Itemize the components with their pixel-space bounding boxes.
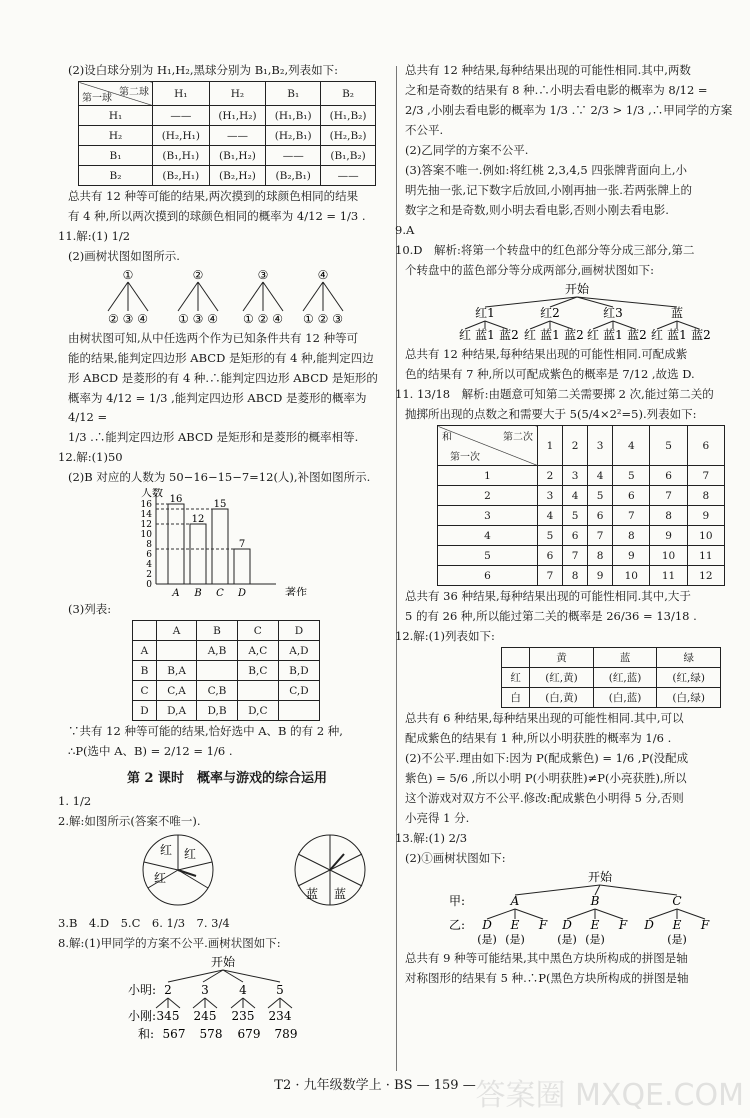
x-axis-label: 著作 [285,586,307,596]
tree-node: 235 [231,1009,255,1023]
table-cell: (红,蓝) [593,668,657,688]
table-cell: 2 [538,466,563,486]
table-cell [197,661,238,681]
table-row [438,566,725,586]
tree-leaves: ① ③ ④ [178,312,218,325]
table-cell: (B₂,B₁) [266,166,321,186]
table-cell: B₂ [79,166,153,186]
table-cell: 白 [502,688,530,708]
sector-label: 蓝 [306,887,319,901]
tree-node: 234 [268,1009,292,1023]
y-tick-label: 8 [146,540,152,550]
text-line: (2)不公平.理由如下:因为 P(配成紫色) = 1/6 ,P(没配成 [405,751,689,765]
table-cell [237,681,278,701]
row-label: 和: [138,1027,155,1041]
table-row [438,526,725,546]
text-line: 能的结果,能判定四边形 ABCD 是矩形的有 4 种,能判定四边 [68,351,374,365]
corner-top: 第二球 [119,87,149,98]
text-line: (2)画树状图如图所示. [68,249,180,263]
table-cell: 6 [538,546,563,566]
table-cell: 5 [563,506,588,526]
tree-leaf: 蓝1 [603,328,623,341]
text-line: 2/3 ,小刚去看电影的概率为 1/3 .∵ 2/3 > 1/3 ,∴甲同学的方案 [405,103,733,117]
tree-node: 567 [162,1027,186,1041]
table-cell: B,C [237,661,278,681]
table-row [79,166,376,186]
table-header: 2 [563,426,588,466]
table-cell: 9 [650,526,687,546]
table-row [79,82,376,106]
text-line: 13.解:(1) 2/3 [395,831,468,845]
left-column [58,60,386,1045]
table-cell: D,A [156,701,196,721]
tree-node: ④ [317,268,329,282]
tree-leaf: 蓝1 [475,328,495,341]
tree-diagram-13 [405,869,735,945]
y-tick-label: 6 [146,550,152,560]
tree-node: A [510,894,520,908]
table-header [502,648,530,668]
table-cell: 9 [588,566,613,586]
corner-mid: 和 [442,432,452,443]
sector-label: 红 [154,871,167,885]
table-cell: 1 [438,466,538,486]
text-line: 配成紫色的结果有 1 种,所以小明获胜的概率为 1/6 . [405,731,672,745]
table-cell: B₁ [79,146,153,166]
text-line: 总共有 36 种结果,每种结果出现的可能性相同.其中,大于 [405,589,691,603]
tree-node: ② [192,268,204,282]
table-row [133,641,320,661]
table-row [502,688,721,708]
corner-bottom: 第一球 [82,93,112,104]
table-cell: 2 [438,486,538,506]
data-label: 16 [169,494,183,505]
table-header: H₁ [153,82,210,106]
leaf-note: (是) [667,933,687,945]
text-line: 11. 13/18 解析:由题意可知第二关需要掷 2 次,能过第二关的 [395,387,714,401]
selection-table [132,620,320,721]
tree-leaf: F [538,918,548,932]
tree-leaf: 蓝2 [499,328,519,341]
bar [190,524,206,584]
table-cell: (白,蓝) [593,688,657,708]
table-cell: 8 [687,486,724,506]
table-cell: 12 [687,566,724,586]
table-cell: 7 [650,486,687,506]
row-label: 小明: [128,983,157,997]
table-cell: (白,黄) [530,688,594,708]
tree-node: 4 [239,983,247,997]
table-cell: C,A [156,681,196,701]
ball-table [78,81,376,186]
text-line: (2)①画树状图如下: [405,851,506,865]
table-cell: B,D [278,661,319,681]
table-header: 黄 [530,648,594,668]
text-line: 总共有 9 种等可能结果,其中黑色方块所构成的拼图是轴 [405,951,688,965]
table-cell: 11 [650,566,687,586]
y-tick-label: 16 [140,500,152,510]
text-line: 总共有 12 种等可能的结果,两次摸到的球颜色相同的结果 [68,189,359,203]
corner-bottom: 第一次 [450,452,480,463]
table-cell: (H₁,B₂) [321,106,376,126]
table-cell: 11 [687,546,724,566]
table-cell: 4 [438,526,538,546]
table-header: 5 [650,426,687,466]
text-line: 个转盘中的蓝色部分等分成两部分,画树状图如下: [405,263,655,277]
text-line: 总共有 12 种结果,每种结果出现的可能性相同.其中,两数 [405,63,691,77]
tree-diagram-10 [405,281,735,341]
table-cell: 9 [613,546,650,566]
tree-node: 5 [276,983,284,997]
tree-leaf: 蓝1 [667,328,687,341]
table-cell: (H₂,H₁) [153,126,210,146]
tree-root: 开始 [564,282,590,296]
table-cell: (红,绿) [657,668,721,688]
table-cell: D,B [197,701,238,721]
table-cell: D,C [237,701,278,721]
tree-root: 开始 [210,955,236,969]
spinner-blue [295,835,365,905]
text-line: (2)B 对应的人数为 50−16−15−7=12(人),补图如图所示. [68,470,371,484]
table-row [438,426,725,466]
table-cell: H₁ [79,106,153,126]
table-header: H₂ [209,82,266,106]
table-row [79,146,376,166]
table-row [133,661,320,681]
text-line: 小亮得 1 分. [405,811,470,825]
text-line: 由树状图可知,从中任选两个作为已知条件共有 12 种等可 [68,331,359,345]
tree-node: C [672,894,682,908]
tree-group [243,268,283,325]
text-line: 对称图形的结果有 5 种.∴P(黑色方块所构成的拼图是轴 [405,971,689,985]
tree-leaf: E [510,918,520,932]
sector-label: 红 [184,847,197,861]
table-cell [156,641,196,661]
tree-node: 789 [274,1027,298,1041]
table-cell: 8 [613,526,650,546]
table-header: 4 [613,426,650,466]
table-cell: A,D [278,641,319,661]
table-cell: 5 [613,466,650,486]
leaf-note: (是) [477,933,497,945]
tree-leaf: 红 [586,328,600,341]
row-label: 小刚: [128,1009,157,1023]
tree-diagram-11 [68,267,368,325]
table-row [79,106,376,126]
text-line: 总共有 6 种结果,每种结果出现的可能性相同.其中,可以 [405,711,684,725]
table-cell: A,B [197,641,238,661]
table-cell: —— [266,146,321,166]
table-cell: A [133,641,157,661]
table-row [79,126,376,146]
table-row [502,668,721,688]
table-cell: 3 [438,506,538,526]
table-header [133,621,157,641]
table-cell: 5 [438,546,538,566]
text-line: 有 4 种,所以两次摸到的球颜色相同的概率为 4/12 = 1/3 . [68,209,366,223]
table-cell: 红 [502,668,530,688]
table-cell [278,701,319,721]
tree-leaf: 蓝1 [540,328,560,341]
text-line: 9.A [395,223,415,237]
tree-group [303,268,343,325]
tree-leaf: F [700,918,710,932]
table-cell: 6 [588,506,613,526]
color-table [501,647,721,708]
x-tick-label: C [216,588,224,596]
tree-node: 红3 [603,306,623,320]
table-row [502,648,721,668]
text-line: 3.B 4.D 5.C 6. 1/3 7. 3/4 [58,916,230,930]
data-label: 7 [238,539,246,550]
table-row [133,701,320,721]
table-row [133,621,320,641]
tree-root: 开始 [587,870,613,884]
table-cell: (H₂,B₁) [266,126,321,146]
tree-leaf: D [482,918,492,932]
table-cell: (B₂,H₁) [153,166,210,186]
table-cell: —— [321,166,376,186]
table-cell: 3 [538,486,563,506]
text-line: 之和是奇数的结果有 8 种.∴小明去看电影的概率为 8/12 = [405,83,708,97]
tree-node: 679 [237,1027,261,1041]
bar [212,509,228,584]
sector-label: 蓝 [334,887,347,901]
table-cell: (白,绿) [657,688,721,708]
text-line: 8.解:(1)甲同学的方案不公平.画树状图如下: [58,936,281,950]
section-heading: 第 2 课时 概率与游戏的综合运用 [126,771,328,786]
table-row [133,681,320,701]
table-cell: 6 [563,526,588,546]
tree-node: 3 [201,983,209,997]
table-cell: 10 [613,566,650,586]
text-line: 形 ABCD 是菱形的有 4 种.∴能判定四边形 ABCD 是矩形的 [68,371,378,385]
text-line: 色的结果有 7 种,所以可配成紫色的概率是 7/12 ,故选 D. [405,367,695,381]
table-header: 3 [588,426,613,466]
tree-leaf: F [618,918,628,932]
text-line: 10.D 解析:将第一个转盘中的红色部分等分成三部分,第二 [395,243,695,257]
bar [234,549,250,584]
tree-node: ① [122,268,134,282]
table-cell: 7 [538,566,563,586]
table-row [438,466,725,486]
table-cell: 8 [563,566,588,586]
tree-node: ③ [257,268,269,282]
table-header: 蓝 [593,648,657,668]
corner-top: 第二次 [503,432,533,443]
spinner-diagram [68,832,368,910]
tree-leaf: 蓝2 [564,328,584,341]
data-label: 12 [191,514,205,525]
text-line: 紫色) = 5/6 ,所以小明 P(小明获胜)≠P(小亮获胜),所以 [405,771,687,785]
table-cell: C [133,681,157,701]
table-cell: 6 [613,486,650,506]
tree-leaf: 蓝2 [691,328,711,341]
tree-node: 578 [199,1027,223,1041]
table-cell: 8 [650,506,687,526]
text-line: 2.解:如图所示(答案不唯一). [58,814,201,828]
y-axis-label: 人数 [141,488,163,499]
table-cell: H₂ [79,126,153,146]
tree-leaf: 蓝2 [627,328,647,341]
table-cell: D [133,701,157,721]
table-header: B [197,621,238,641]
table-cell: (B₁,H₁) [153,146,210,166]
table-cell: C,D [278,681,319,701]
table-cell: (B₁,H₂) [209,146,266,166]
table-cell: C,B [197,681,238,701]
page-footer: T2 · 九年级数学上 · BS — 159 — [274,1078,476,1093]
table-cell: 7 [687,466,724,486]
tree-leaf: D [644,918,654,932]
table-cell: 3 [563,466,588,486]
y-tick-label: 14 [140,510,152,520]
table-cell: 10 [650,546,687,566]
spinner-red [143,835,213,905]
table-corner [79,82,153,106]
table-cell: (H₁,B₁) [266,106,321,126]
table-cell: 8 [588,546,613,566]
table-header: 6 [687,426,724,466]
table-cell: B [133,661,157,681]
table-header: C [237,621,278,641]
tree-node: 245 [193,1009,217,1023]
table-cell: 7 [613,506,650,526]
text-line: ∵共有 12 种等可能的结果,恰好选中 A、B 的有 2 种, [68,724,343,738]
text-line: 不公平. [405,123,444,137]
table-header: 绿 [657,648,721,668]
tree-node: 红2 [540,306,560,320]
y-tick-label: 2 [146,570,152,580]
table-cell: 4 [563,486,588,506]
tree-leaf: E [672,918,682,932]
y-tick-label: 12 [140,520,152,530]
text-line: 1. 1/2 [58,794,92,808]
text-line: 数字之和是奇数,则小明去看电影,否则小刚去看电影. [405,203,669,217]
text-line: 12.解:(1)列表如下: [395,629,495,643]
table-row [438,486,725,506]
data-label: 15 [213,499,227,510]
watermark: 答案圈 MXQE.COM [475,1078,744,1113]
dice-table [437,425,725,586]
x-tick-label: A [172,588,180,596]
tree-leaves: ② ③ ④ [108,312,148,325]
text-line: (3)答案不唯一.例如:将红桃 2,3,4,5 四张牌背面向上,小 [405,163,688,177]
text-line: 明先抽一张,记下数字后放回,小刚再抽一张.若两张牌上的 [405,183,692,197]
tree-leaf: 红 [523,328,537,341]
tree-node: 345 [156,1009,180,1023]
tree-node: 蓝 [670,306,684,320]
table-cell: (红,黄) [530,668,594,688]
tree-leaves: ① ② ③ [303,312,343,325]
table-cell: A,C [237,641,278,661]
table-cell: (H₁,H₂) [209,106,266,126]
text-line: 1/3 .∴能判定四边形 ABCD 是矩形和是菱形的概率相等. [68,430,359,444]
row-label: 乙: [448,918,466,932]
table-cell: 7 [588,526,613,546]
row-label: 甲: [448,894,466,908]
right-column [395,60,740,989]
leaf-note: (是) [585,933,605,945]
y-tick-label: 4 [146,560,152,570]
y-tick-label: 10 [140,530,152,540]
y-tick-label: 0 [146,580,152,590]
tree-group [178,268,218,325]
table-header: B₂ [321,82,376,106]
tree-leaf: 红 [458,328,472,341]
table-cell: 6 [650,466,687,486]
text-line: 抛掷所出现的点数之和需要大于 5(5/4×2²=5).列表如下: [405,407,697,421]
table-cell: 5 [538,526,563,546]
tree-leaf: D [562,918,572,932]
table-cell: (B₂,H₂) [209,166,266,186]
tree-leaf: E [590,918,600,932]
table-header: 1 [538,426,563,466]
table-cell: 10 [687,526,724,546]
leaf-note: (是) [505,933,525,945]
table-header: B₁ [266,82,321,106]
tree-group [108,268,148,325]
text-line: 11.解:(1) 1/2 [58,229,131,243]
table-header: D [278,621,319,641]
table-cell: 9 [687,506,724,526]
table-cell: (B₁,B₂) [321,146,376,166]
table-cell: 7 [563,546,588,566]
table-row [438,506,725,526]
bar [168,504,184,584]
tree-node: 红1 [475,306,495,320]
table-cell: 6 [438,566,538,586]
x-tick-label: D [237,588,247,596]
text-line: (2)设白球分别为 H₁,H₂,黑球分别为 B₁,B₂,列表如下: [68,63,338,77]
table-cell: B,A [156,661,196,681]
text-line: 5 的有 26 种,所以能过第二关的概率是 26/36 = 13/18 . [405,609,697,623]
table-cell: —— [209,126,266,146]
table-cell: 5 [588,486,613,506]
x-tick-label: B [194,588,202,596]
leaf-note: (是) [557,933,577,945]
table-cell: 4 [538,506,563,526]
bar-chart [78,488,378,596]
text-line: (3)列表: [68,602,112,616]
text-line: ∴P(选中 A、B) = 2/12 = 1/6 . [68,744,233,758]
text-line: 概率为 4/12 = 1/3 ,能判定四边形 ABCD 是菱形的概率为 4/12 = [68,391,371,424]
tree-node: 2 [164,983,172,997]
tree-diagram-8 [68,954,368,1042]
tree-node: B [590,894,600,908]
tree-leaf: 红 [650,328,664,341]
text-line: 12.解:(1)50 [58,450,123,464]
table-row [438,546,725,566]
tree-leaves: ① ② ④ [243,312,283,325]
table-cell: —— [153,106,210,126]
table-cell: 4 [588,466,613,486]
text-line: (2)乙同学的方案不公平. [405,143,529,157]
sector-label: 红 [160,843,173,857]
table-header: A [156,621,196,641]
table-cell: (H₂,B₂) [321,126,376,146]
text-line: 总共有 12 种结果,每种结果出现的可能性相同.可配成紫 [405,347,688,361]
column-divider [396,66,397,1071]
text-line: 这个游戏对双方不公平.修改:配成紫色小明得 5 分,否则 [405,791,684,805]
table-corner [438,426,538,466]
